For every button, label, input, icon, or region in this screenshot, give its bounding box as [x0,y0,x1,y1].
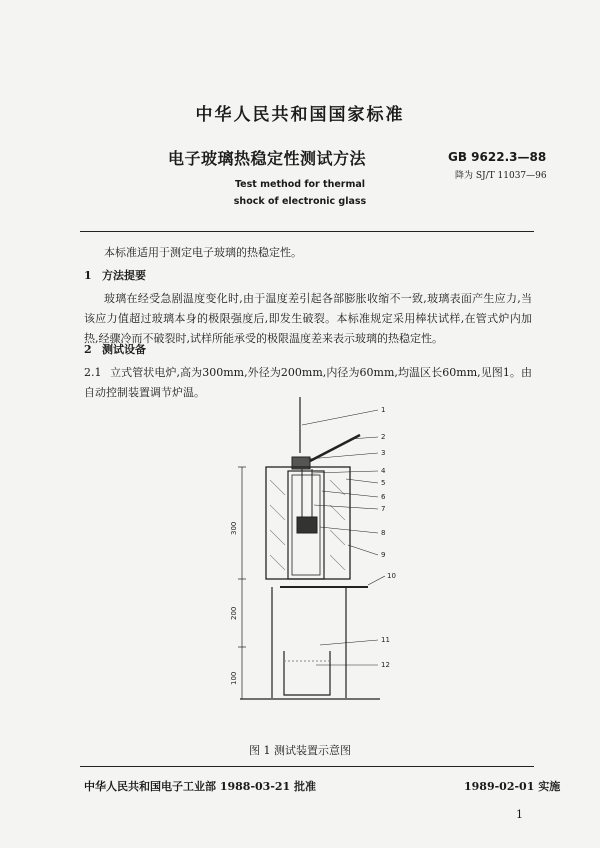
footer-divider [80,766,534,767]
page-number: 1 [516,808,523,821]
callout-label: 4 [381,467,386,475]
dimension-label: 100 [230,671,238,685]
callout-label: 7 [381,505,386,513]
dimension-label: 300 [230,521,238,535]
header-divider [80,231,534,232]
callout-label: 10 [387,572,396,580]
section-2-heading [84,340,146,360]
apparatus-figure [200,395,420,725]
section-2-1-text: 立式管状电炉,高为300mm,外径为200mm,内径为60mm,均温区长60mm,见图1。由自动控制装置调节炉温。 [84,366,532,399]
section-1-number: 1 [84,269,92,282]
dimension-label: 200 [230,606,238,620]
callout-label: 5 [381,479,386,487]
callout-label: 6 [381,493,386,501]
section-2-title: 测试设备 [102,343,146,356]
callout-label: 11 [381,636,390,644]
callout-label: 1 [381,406,386,414]
section-2-1-number: 2.1 [84,366,102,379]
approval-line: 中华人民共和国电子工业部 1988-03-21 批准 [84,780,317,793]
water-beaker [284,651,330,695]
document-title: 电子玻璃热稳定性测试方法 [168,149,367,168]
sample-rods [297,517,317,533]
callout-label: 2 [381,433,386,441]
replacement-note: 降为 SJ/T 11037—96 [455,171,547,181]
callout-label: 3 [381,449,386,457]
callout-label: 9 [381,551,386,559]
section-1-title: 方法提要 [102,269,146,282]
section-2-number: 2 [84,343,92,356]
section-1-paragraph: 玻璃在经受急剧温度变化时,由于温度差引起各部膨胀收缩不一致,玻璃表面产生应力,当该应力值超过玻璃本身的极限强度后,即发生破裂。本标准规定采用棒状试样,在管式炉内加热,经骤冷而不破裂时,试样所能承受的极限温度差来表示玻璃的热稳定性。 [84,292,532,345]
intro-paragraph: 本标准适用于测定电子玻璃的热稳定性。 [104,246,302,259]
callout-label: 8 [381,529,386,537]
effective-date: 1989-02-01 实施 [464,780,561,793]
english-title [0,176,600,210]
standard-code: GB 9622.3—88 [448,150,547,164]
figure-caption: 图 1 测试装置示意图 [249,744,351,757]
callout-label: 12 [381,661,390,669]
english-title-line-2: shock of electronic glass [233,196,367,207]
section-1-heading [84,266,146,286]
standard-header: 中华人民共和国国家标准 [195,105,405,125]
english-title-line-1: Test method for thermal [234,179,366,190]
